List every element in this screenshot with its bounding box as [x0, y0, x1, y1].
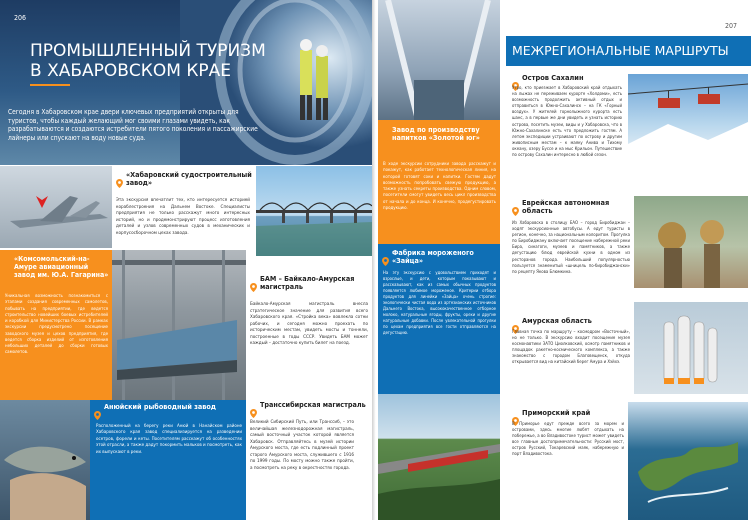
zaitsa-text: На эту экскурсию с удовольствием приходят и взрослые, и дети, которым показывают и рассказывают, как из самых обычных продуктов появляется любимое мороженое. Критерии отбора продуктов для линейки «Зайца» очень строгие: экологически чистая вода из артезианских источников Дальнего Востока, высококачественное отборное молоко, натуральные ягоды, фрукты, орехи и другие натуральные добавки. После увлекательной прогулки по цехам предприятия все гости отправляются на дегустацию.: [383, 270, 496, 335]
location-pin-icon: [94, 411, 101, 420]
location-pin-icon: [382, 134, 389, 143]
train-photo: [378, 394, 500, 520]
rocket-photo: [634, 302, 748, 394]
primorye-text: В Приморье едут прежде всего за морем и островами, здесь многие любят отдыхать на побережье, а во Владивостоке турист может увидеть все главные достопримечательности: Русский мост, остров Русский, Токаревский маяк, набережную и порт Владивостока.: [512, 422, 624, 458]
aircraft-photo: [0, 166, 112, 248]
page-number-right: 207: [724, 22, 737, 30]
fishery-text: Расположенный на берегу реки Анюй в Нанайском районе Хабаровского края завод специализируется на разведении осетров, форели и кеты. Посетителям расскажут об особенностях этой отрасли, а также дадут покормить мальков и посмотреть, как их выпускают в реки.: [96, 424, 242, 455]
bam-text: Байкало-Амурская магистраль внесла стратегическое значение для развития всего Хабаровского края. «Стройка века» вовлекла сотни рабочих, и сегодня можно проехать по историческим местам, увидеть мосты и тоннели, построенные в годы СССР. Увидеть БАМ может каждый – достаточно купить билет на поезд.: [250, 302, 368, 347]
location-pin-icon: [250, 283, 257, 292]
page-title-line1: ПРОМЫШЛЕННЫЙ ТУРИЗМ: [30, 41, 266, 61]
interregional-title: МЕЖРЕГИОНАЛЬНЫЕ МАРШРУТЫ: [512, 43, 729, 58]
page-number-left: 206: [14, 14, 27, 22]
shipyard-text: Эта экскурсия впечатлит тех, кто интересуется историей кораблестроения на Дальнем Востоке. Специалисты предприятия не только расскажут много интересных историй, но и продемонстрируют процесс изготовления деталей и узлов современных судов в механических и корпусосборочном цехах завода.: [116, 198, 250, 236]
location-pin-icon: [116, 179, 123, 188]
workers-photo: [378, 0, 500, 120]
sakhalin-text: Утро, кто приезжает в Хабаровский край отдыхать на лыжах не переживаем курорте «Холдоми», есть возможность продолжить активный отдых и отправиться в Южно-Сахалинск – на ГК «Горный воздух». У жителей горнолыжного курорта есть шанс, а в первые же дни увидеть и узнать историю острова, посетить музеи, виды и у Хабаровска, что в Южно-Сахалинске есть что предложить гостям. А летом экспедиции устраивают по острову и другим живописным местам – к маяку Анива и Тихому океану, озеру Буссе и на мыс Крильон. Путешествие по острову Сахалин интересно в любой сезон.: [512, 86, 622, 159]
right-page: [378, 0, 751, 520]
shipyard-title: «Хабаровский судостроительный завод»: [126, 170, 252, 188]
location-pin-icon: [250, 409, 257, 418]
aviation-title: «Комсомольский-на-Амуре авиационный завод им. Ю.А. Гагарина»: [14, 255, 109, 279]
fishery-panel: [90, 400, 246, 520]
fishery-title: Анюйский рыбоводный завод: [104, 402, 216, 411]
aviation-text: Уникальная возможность познакомиться с этапами создания современных самолетов, побывать на предприятии, где ведется строительство новейших боевых истребителей и коробкой для Министерства России. В рамках экскурсии предусмотрено посещение заводского музея и цехов предприятия, где ведется сборка изделий от изготовления небольших деталей до сборки готовых самолетов.: [5, 294, 108, 356]
page-title-line2: В ХАБАРОВСКОМ КРАЕ: [30, 61, 232, 81]
coastline-photo: [628, 402, 748, 520]
golden-yug-title: Завод по производству напитков «Золотой юг»: [392, 125, 480, 143]
left-page: [0, 0, 372, 520]
jewish-ao-title: Еврейская автономная область: [522, 198, 610, 216]
bridge-photo: [256, 166, 372, 256]
musicians-photo: [634, 196, 748, 288]
title-underline: [30, 84, 70, 86]
golden-yug-text: В ходе экскурсии сотрудники завода расскажут и покажут, как работает технологическая линия, на которой готовят соки и напитки. Гостям дадут возможность попробовать свежую продукцию, а также узнать секреты производства. Одним словом, посетители смогут увидеть весь цикл производства от начала и до конца. И конечно, продегустировать продукцию.: [383, 162, 496, 211]
transsib-title: Транссибирская магистраль: [260, 400, 366, 409]
intro-text: Сегодня в Хабаровском крае двери ключевых предприятий открыты для туристов, чтобы каждый желающий мог своими глазами увидеть, как разрабатываются и создаются истребители пятого поколения и пассажирские лайнеры или спускают на воду новые суда.: [8, 108, 258, 142]
sturgeon-photo: [0, 400, 90, 520]
location-pin-icon: [4, 263, 11, 272]
sakhalin-title: Остров Сахалин: [522, 73, 584, 82]
zaitsa-title: Фабрика мороженого «Зайца»: [392, 248, 474, 266]
hangar-photo: [112, 250, 246, 400]
primorye-title: Приморский край: [522, 408, 591, 417]
bam-title: БАМ – Байкало-Амурская магистраль: [260, 274, 355, 292]
amur-title: Амурская область: [522, 316, 592, 325]
jewish-ao-text: Из Хабаровска в столицу ЕАО – город Биробиджан – ходят экскурсионные автобусы. А едут туристы в регион, конечно, за национальным колоритом. Прогулка по Биробиджану включает посещение набережной реки Бира, синагоги, музеев и памятников, а также дегустацию блюд еврейской кухни в одном из ресторанов города. Наибольший популярностью пользуется знаменитый «шницель по-биробиджански» по рецепту Якова Блюмкина.: [512, 221, 630, 275]
transsib-text: Великий Сибирский Путь, или Транссиб, – это величайшая железнодорожная магистраль, самый восточный участок которой является Хабаровск. Отправляйтесь в музей истории Амурского моста, где есть подлинный проект старого Амурского моста, служившего с 1916 по 1999 годы. По мосту можно также пройти, а посмотреть на реку в окрестностях города.: [250, 420, 354, 471]
ski-lift-photo: [628, 74, 748, 162]
location-pin-icon: [512, 207, 519, 216]
amur-text: Главная точка по маршруту – космодром «Восточный», но не только. В экскурсию входит посещение музея космонавтики ЗАТО Циолковский, осмотр памятников и площадок ракетно-космического комплекса, а также знакомство с городом Благовещенск, откуда открывается вид на китайский берег Амура и Хэйхэ.: [512, 330, 630, 366]
location-pin-icon: [382, 257, 389, 266]
